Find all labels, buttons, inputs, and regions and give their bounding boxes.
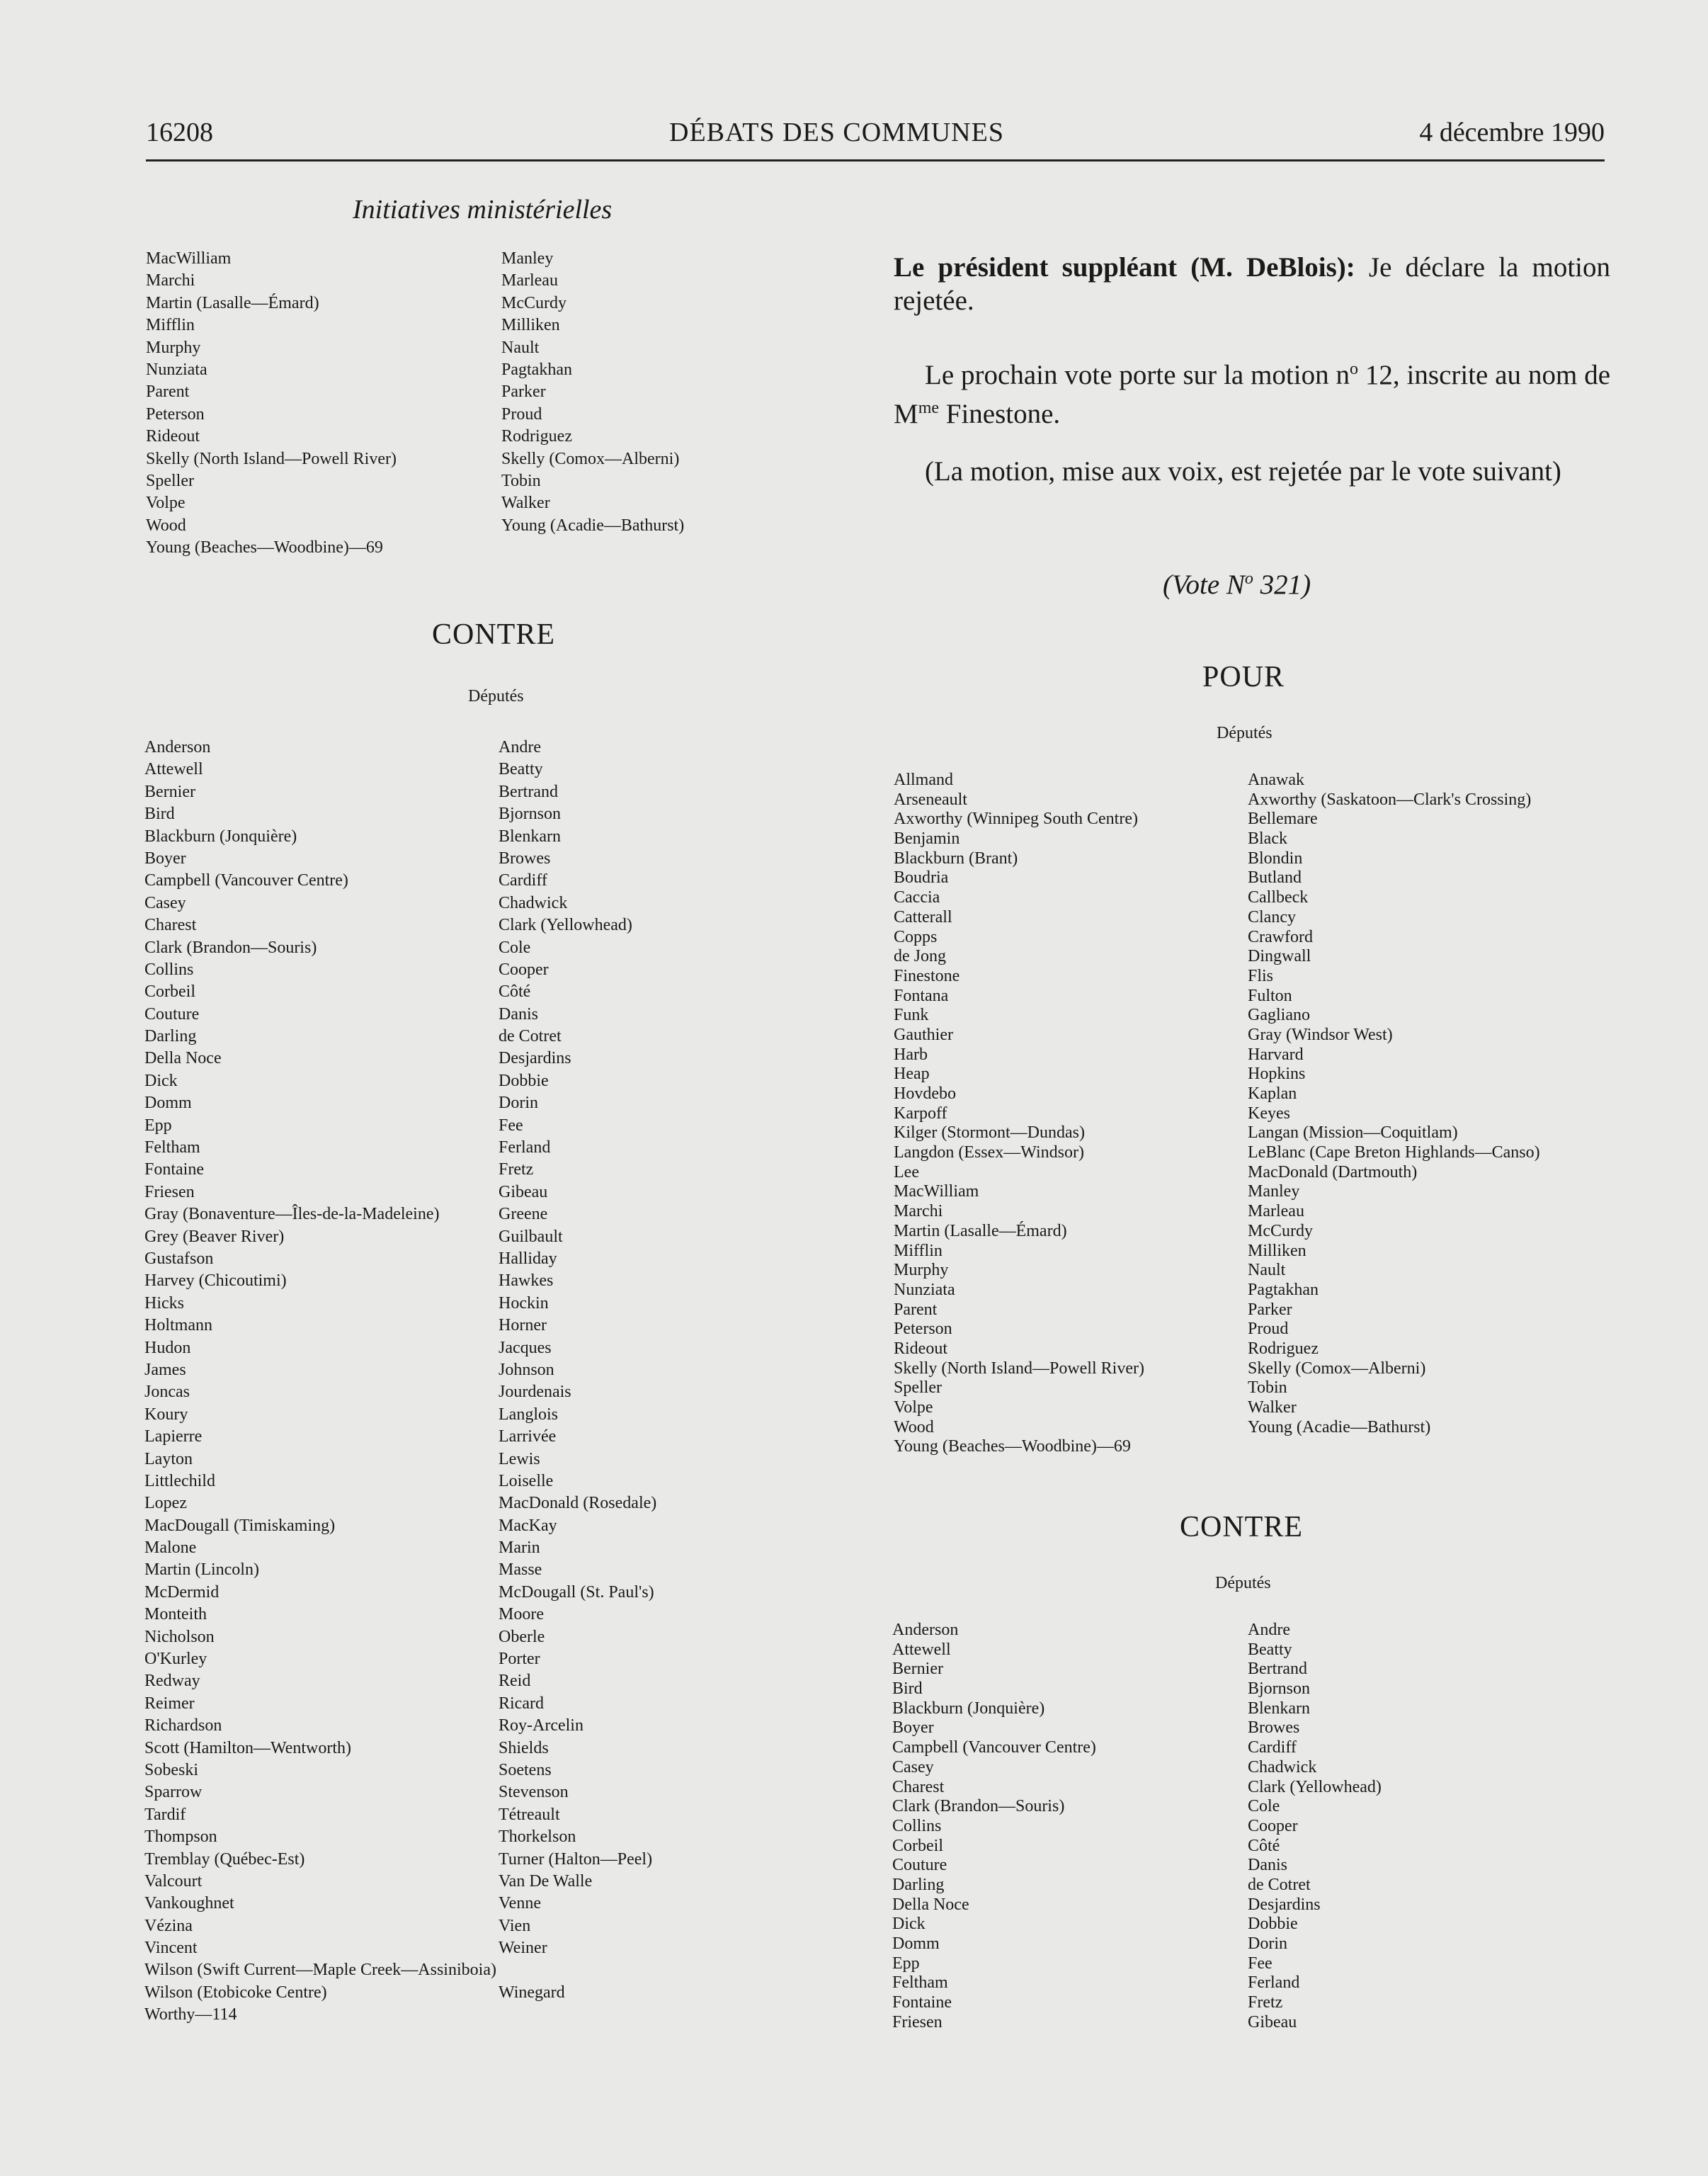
member-name: Thompson	[144, 1828, 217, 1847]
member-name: Skelly (Comox—Alberni)	[501, 449, 680, 468]
member-name: Anawak	[1248, 771, 1304, 789]
left-contre-heading: CONTRE	[432, 618, 555, 651]
member-name: Gibeau	[1248, 2012, 1297, 2032]
header-rule	[146, 159, 1605, 162]
member-name: Della Noce	[144, 1049, 222, 1068]
member-name: Gray (Windsor West)	[1248, 1025, 1393, 1044]
member-name: Harvey (Chicoutimi)	[144, 1271, 287, 1291]
member-name: Parent	[894, 1300, 938, 1319]
member-name: Dobbie	[499, 1071, 549, 1090]
superscript: me	[918, 399, 940, 417]
member-name: Mifflin	[894, 1241, 943, 1260]
vote-number	[1163, 569, 1311, 601]
member-name: Hovdebo	[894, 1084, 956, 1103]
member-name: Jacques	[499, 1338, 552, 1357]
member-name: Harb	[894, 1045, 928, 1064]
member-name: Corbeil	[892, 1836, 943, 1855]
member-name: Bernier	[144, 782, 195, 801]
member-name: Richardson	[144, 1716, 222, 1735]
member-name: Finestone	[894, 966, 960, 985]
paragraph-motion: (La motion, mise aux voix, est rejetée par le vote suivant)	[925, 456, 1561, 487]
member-name: Young (Beaches—Woodbine)—69	[894, 1437, 1131, 1456]
left-pour-col2	[501, 248, 870, 537]
member-name: Peterson	[894, 1320, 952, 1339]
paragraph-text: 12, inscrite au nom de M	[894, 360, 1611, 429]
member-name: Hockin	[499, 1293, 549, 1313]
member-name: Wilson (Etobicoke Centre)	[144, 1983, 327, 2002]
member-name: Lee	[894, 1162, 919, 1182]
page-date: 4 décembre 1990	[1419, 118, 1605, 147]
member-name: Fee	[499, 1116, 523, 1135]
member-name: Corbeil	[144, 982, 195, 1002]
right-pour-subheading: Députés	[1217, 724, 1273, 742]
member-name: Blenkarn	[499, 827, 561, 846]
member-name: Van De Walle	[499, 1871, 593, 1891]
member-name: Côté	[499, 982, 531, 1002]
member-name: MacDougall (Timiskaming)	[144, 1516, 336, 1535]
member-name: Bellemare	[1248, 810, 1318, 829]
member-name: Epp	[144, 1116, 172, 1135]
member-name: Tremblay (Québec-Est)	[144, 1849, 305, 1869]
member-name: Joncas	[144, 1383, 190, 1402]
member-name: Weiner	[499, 1939, 547, 1958]
member-name: Skelly (North Island—Powell River)	[894, 1359, 1144, 1378]
paragraph-next-vote	[894, 353, 1610, 431]
member-name: Masse	[499, 1560, 542, 1580]
member-name: Nunziata	[894, 1280, 955, 1299]
member-name: Reid	[499, 1672, 531, 1691]
member-name: Dobbie	[1248, 1915, 1298, 1934]
member-name: Fretz	[499, 1160, 534, 1179]
member-name: Côté	[1248, 1836, 1280, 1855]
member-name: Blackburn (Brant)	[894, 849, 1018, 868]
member-name: Fontaine	[144, 1160, 204, 1179]
member-name: Proud	[1248, 1320, 1289, 1339]
member-name: Casey	[144, 893, 186, 912]
member-name: Chadwick	[499, 893, 568, 912]
member-name: Campbell (Vancouver Centre)	[892, 1738, 1096, 1757]
member-name: Nunziata	[146, 360, 207, 379]
member-name: Couture	[892, 1856, 947, 1875]
paragraph-text: Finestone.	[939, 399, 1061, 429]
member-name: Andre	[499, 738, 541, 756]
member-name: Chadwick	[1248, 1757, 1317, 1776]
member-name: Langlois	[499, 1405, 558, 1424]
member-name: McCurdy	[501, 293, 567, 312]
member-name: Pagtakhan	[501, 360, 572, 379]
member-name: Gray (Bonaventure—Îles-de-la-Madeleine)	[144, 1205, 440, 1224]
right-pour-col2	[1248, 771, 1616, 1437]
member-name: Epp	[892, 1954, 920, 1973]
member-name: Dingwall	[1248, 947, 1311, 966]
member-name: O'Kurley	[144, 1650, 207, 1669]
member-name: Soetens	[499, 1760, 552, 1779]
member-name: Domm	[892, 1934, 940, 1953]
member-name: Campbell (Vancouver Centre)	[144, 871, 348, 890]
member-name: Fulton	[1248, 986, 1292, 1005]
member-name: Reimer	[144, 1694, 195, 1713]
member-name: Langdon (Essex—Windsor)	[894, 1143, 1084, 1162]
member-name: Lewis	[499, 1449, 540, 1468]
member-name: Lopez	[144, 1494, 187, 1513]
member-name: Porter	[499, 1650, 540, 1669]
member-name: Charest	[892, 1777, 945, 1796]
member-name	[499, 1959, 867, 1981]
right-contre-heading: CONTRE	[1180, 1511, 1303, 1543]
member-name: Greene	[499, 1205, 548, 1224]
member-name: de Jong	[894, 947, 946, 966]
member-name: Worthy—114	[144, 2005, 237, 2024]
member-name: Axworthy (Saskatoon—Clark's Crossing)	[1248, 790, 1532, 809]
member-name: Wood	[146, 516, 186, 535]
member-name: Vézina	[144, 1916, 193, 1935]
member-name: Young (Acadie—Bathurst)	[1248, 1417, 1431, 1436]
member-name: Bertrand	[1248, 1660, 1307, 1679]
member-name: Clark (Brandon—Souris)	[144, 938, 317, 957]
member-name: Charest	[144, 916, 197, 935]
member-name: Martin (Lincoln)	[144, 1560, 259, 1580]
member-name: Nault	[501, 338, 540, 357]
member-name: Allmand	[894, 771, 953, 789]
member-name: Benjamin	[894, 829, 960, 849]
member-name: Danis	[1248, 1856, 1287, 1875]
member-name: Ricard	[499, 1694, 544, 1713]
member-name: Clark (Yellowhead)	[1248, 1777, 1382, 1796]
member-name: Walker	[501, 494, 550, 513]
member-name: Dick	[892, 1915, 926, 1934]
member-name: Couture	[144, 1004, 200, 1024]
member-name: Hicks	[144, 1293, 184, 1313]
speaker-name: Le président suppléant (M. DeBlois):	[894, 252, 1355, 283]
member-name: Rodriguez	[501, 427, 572, 446]
member-name: Jourdenais	[499, 1383, 571, 1402]
member-name: Rodriguez	[1248, 1339, 1319, 1358]
member-name: MacDonald (Dartmouth)	[1248, 1162, 1418, 1182]
member-name: Ferland	[1248, 1973, 1300, 1993]
member-name: Attewell	[892, 1640, 951, 1659]
member-name: Marchi	[894, 1202, 943, 1221]
member-name: McDougall (St. Paul's)	[499, 1582, 654, 1602]
member-name: Gauthier	[894, 1025, 953, 1044]
member-name: Tétreault	[499, 1805, 560, 1824]
member-name: Clark (Yellowhead)	[499, 916, 632, 935]
vote-label: 321)	[1253, 570, 1311, 600]
member-name: Bjornson	[499, 805, 562, 824]
member-name: Parker	[1248, 1300, 1292, 1319]
member-name: Sparrow	[144, 1783, 203, 1802]
member-name: Langan (Mission—Coquitlam)	[1248, 1123, 1458, 1143]
paragraph-text: Je déclare la motion rejetée.	[894, 252, 1611, 316]
member-name: Kilger (Stormont—Dundas)	[894, 1123, 1085, 1143]
member-name: Cooper	[499, 960, 549, 979]
member-name: Marleau	[1248, 1202, 1304, 1221]
member-name: Black	[1248, 829, 1287, 849]
member-name: Malone	[144, 1538, 197, 1558]
member-name: Arseneault	[894, 790, 967, 809]
member-name: Lapierre	[144, 1427, 203, 1446]
member-name: Friesen	[892, 2012, 943, 2032]
member-name: Monteith	[144, 1605, 207, 1624]
member-name: Manley	[1248, 1182, 1300, 1201]
member-name: Dorin	[499, 1094, 538, 1113]
member-name: Heap	[894, 1065, 930, 1084]
member-name: Sobeski	[144, 1760, 199, 1779]
member-name: Bird	[144, 805, 175, 824]
paragraph-president	[894, 251, 1610, 317]
member-name: McCurdy	[1248, 1221, 1313, 1240]
member-name: Young (Beaches—Woodbine)—69	[146, 538, 383, 557]
member-name: Shields	[499, 1738, 549, 1757]
member-name: Andre	[1248, 1621, 1290, 1639]
member-name: Darling	[892, 1875, 945, 1894]
member-name: Cole	[1248, 1797, 1280, 1816]
member-name: Murphy	[894, 1261, 949, 1280]
member-name: Feltham	[144, 1138, 200, 1157]
member-name: Butland	[1248, 868, 1302, 888]
member-name: Gagliano	[1248, 1006, 1310, 1025]
member-name: Parker	[501, 382, 546, 402]
left-contre-subheading: Députés	[468, 687, 524, 706]
member-name: Collins	[144, 960, 194, 979]
left-pour-col1	[146, 248, 514, 559]
member-name: Desjardins	[1248, 1895, 1321, 1914]
member-name: Cardiff	[499, 871, 547, 890]
member-name: Fontana	[894, 986, 949, 1005]
right-contre-subheading: Députés	[1215, 1574, 1271, 1592]
member-name: Skelly (Comox—Alberni)	[1248, 1359, 1426, 1378]
member-name: Fee	[1248, 1954, 1273, 1973]
member-name: de Cotret	[1248, 1875, 1311, 1894]
member-name: Nicholson	[144, 1627, 215, 1646]
member-name: Vankoughnet	[144, 1894, 234, 1913]
section-title: Initiatives ministérielles	[353, 195, 613, 225]
member-name: Littlechild	[144, 1471, 215, 1490]
member-name: Rideout	[146, 427, 200, 446]
member-name: Oberle	[499, 1627, 545, 1646]
member-name: Funk	[894, 1006, 929, 1025]
member-name: Venne	[499, 1894, 541, 1913]
member-name: Johnson	[499, 1360, 554, 1379]
superscript: o	[1244, 570, 1253, 588]
member-name: Walker	[1248, 1398, 1297, 1417]
member-name: Hudon	[144, 1338, 191, 1357]
paragraph-text: Le prochain vote porte sur la motion n	[925, 360, 1350, 390]
member-name: Boyer	[144, 849, 186, 868]
member-name: Halliday	[499, 1249, 557, 1268]
member-name: Casey	[892, 1757, 934, 1776]
member-name: Blackburn (Jonquière)	[144, 827, 297, 846]
member-name: Flis	[1248, 966, 1274, 985]
member-name: Valcourt	[144, 1871, 203, 1891]
member-name: Cardiff	[1248, 1738, 1297, 1757]
page-title: DÉBATS DES COMMUNES	[669, 118, 1004, 147]
member-name: Rideout	[894, 1339, 947, 1358]
member-name: Karpoff	[894, 1104, 947, 1123]
member-name: Manley	[501, 249, 554, 268]
member-name: Friesen	[144, 1182, 195, 1201]
member-name: Blackburn (Jonquière)	[892, 1699, 1045, 1718]
member-name: Anderson	[892, 1621, 959, 1639]
member-name: Parent	[146, 382, 190, 402]
member-name: Volpe	[894, 1398, 933, 1417]
member-name: Marin	[499, 1538, 540, 1558]
member-name: Layton	[144, 1449, 193, 1468]
member-name: Hopkins	[1248, 1065, 1306, 1084]
member-name: Dick	[144, 1071, 178, 1090]
member-name: Vincent	[144, 1939, 198, 1958]
member-name: Martin (Lasalle—Émard)	[894, 1221, 1067, 1240]
member-name: Hawkes	[499, 1271, 554, 1291]
member-name: Mifflin	[146, 316, 195, 335]
member-name: Tobin	[501, 471, 541, 490]
right-contre-col2	[1248, 1621, 1616, 2032]
member-name: Boyer	[892, 1718, 934, 1738]
member-name: Cooper	[1248, 1816, 1298, 1835]
member-name: Copps	[894, 927, 938, 946]
member-name: Scott (Hamilton—Wentworth)	[144, 1738, 352, 1757]
member-name: Dorin	[1248, 1934, 1287, 1953]
member-name: Speller	[146, 471, 194, 490]
member-name: Feltham	[892, 1973, 948, 1993]
member-name: Peterson	[146, 404, 205, 424]
member-name: Grey (Beaver River)	[144, 1227, 285, 1246]
member-name: Caccia	[894, 888, 940, 907]
member-name: MacDonald (Rosedale)	[499, 1494, 657, 1513]
left-contre-col2	[499, 737, 867, 2004]
member-name: Bertrand	[499, 782, 558, 801]
member-name: Beatty	[499, 760, 543, 779]
member-name: Stevenson	[499, 1783, 569, 1802]
member-name: Wood	[894, 1417, 934, 1436]
member-name: Gustafson	[144, 1249, 214, 1268]
member-name: Gibeau	[499, 1182, 548, 1201]
member-name: Moore	[499, 1605, 544, 1624]
member-name: Bjornson	[1248, 1679, 1311, 1699]
member-name: Anderson	[144, 738, 211, 756]
member-name: Clancy	[1248, 907, 1296, 926]
member-name: Clark (Brandon—Souris)	[892, 1797, 1065, 1816]
member-name: Blenkarn	[1248, 1699, 1310, 1718]
member-name: Attewell	[144, 760, 203, 779]
member-name: Skelly (North Island—Powell River)	[146, 449, 397, 468]
member-name: Volpe	[146, 494, 186, 513]
member-name: Loiselle	[499, 1471, 554, 1490]
member-name: de Cotret	[499, 1027, 562, 1046]
member-name: Della Noce	[892, 1895, 969, 1914]
vote-label: (Vote N	[1163, 570, 1245, 600]
member-name: Horner	[499, 1316, 547, 1335]
superscript: o	[1350, 360, 1358, 378]
member-name: James	[144, 1360, 186, 1379]
member-name: Pagtakhan	[1248, 1280, 1319, 1299]
member-name: Marchi	[146, 271, 195, 290]
left-contre-col1	[144, 737, 513, 2027]
member-name: Murphy	[146, 338, 201, 357]
member-name: Holtmann	[144, 1316, 212, 1335]
member-name: Koury	[144, 1405, 188, 1424]
member-name: Milliken	[501, 316, 560, 335]
member-name: Redway	[144, 1672, 200, 1691]
member-name: Larrivée	[499, 1427, 557, 1446]
member-name: Browes	[1248, 1718, 1300, 1738]
member-name: Speller	[894, 1378, 942, 1398]
member-name: Callbeck	[1248, 888, 1309, 907]
member-name: Bernier	[892, 1660, 943, 1679]
member-name: MacWilliam	[894, 1182, 979, 1201]
member-name: Nault	[1248, 1261, 1286, 1280]
member-name: MacWilliam	[146, 249, 232, 268]
member-name: Catterall	[894, 907, 952, 926]
member-name: Harvard	[1248, 1045, 1304, 1064]
member-name: Bird	[892, 1679, 923, 1699]
member-name: Danis	[499, 1004, 538, 1024]
page-number: 16208	[146, 118, 213, 147]
member-name: Kaplan	[1248, 1084, 1297, 1103]
member-name: Crawford	[1248, 927, 1313, 946]
member-name: McDermid	[144, 1582, 220, 1602]
member-name: Guilbault	[499, 1227, 563, 1246]
right-pour-col1	[894, 771, 1262, 1457]
member-name: Tobin	[1248, 1378, 1287, 1398]
member-name: Winegard	[499, 1983, 565, 2002]
member-name: Martin (Lasalle—Émard)	[146, 293, 319, 312]
member-name: Thorkelson	[499, 1828, 576, 1847]
member-name: Fretz	[1248, 1993, 1283, 2012]
member-name: Milliken	[1248, 1241, 1306, 1260]
member-name: Darling	[144, 1027, 197, 1046]
member-name: Vien	[499, 1916, 531, 1935]
member-name: Tardif	[144, 1805, 186, 1824]
member-name: Blondin	[1248, 849, 1303, 868]
member-name: MacKay	[499, 1516, 557, 1535]
member-name: Young (Acadie—Bathurst)	[501, 516, 685, 535]
member-name: Domm	[144, 1094, 192, 1113]
member-name: LeBlanc (Cape Breton Highlands—Canso)	[1248, 1143, 1540, 1162]
right-contre-col1	[892, 1621, 1260, 2032]
member-name: Cole	[499, 938, 531, 957]
member-name: Wilson (Swift Current—Maple Creek—Assiniboia)	[144, 1961, 496, 1980]
member-name: Axworthy (Winnipeg South Centre)	[894, 810, 1138, 829]
member-name: Turner (Halton—Peel)	[499, 1849, 653, 1869]
member-name: Boudria	[894, 868, 949, 888]
member-name: Keyes	[1248, 1104, 1290, 1123]
member-name: Desjardins	[499, 1049, 571, 1068]
member-name: Fontaine	[892, 1993, 952, 2012]
member-name: Beatty	[1248, 1640, 1292, 1659]
member-name: Browes	[499, 849, 551, 868]
member-name: Proud	[501, 404, 542, 424]
member-name: Marleau	[501, 271, 558, 290]
member-name: Roy-Arcelin	[499, 1716, 583, 1735]
right-pour-heading: POUR	[1202, 661, 1285, 693]
member-name: Ferland	[499, 1138, 551, 1157]
member-name: Collins	[892, 1816, 942, 1835]
